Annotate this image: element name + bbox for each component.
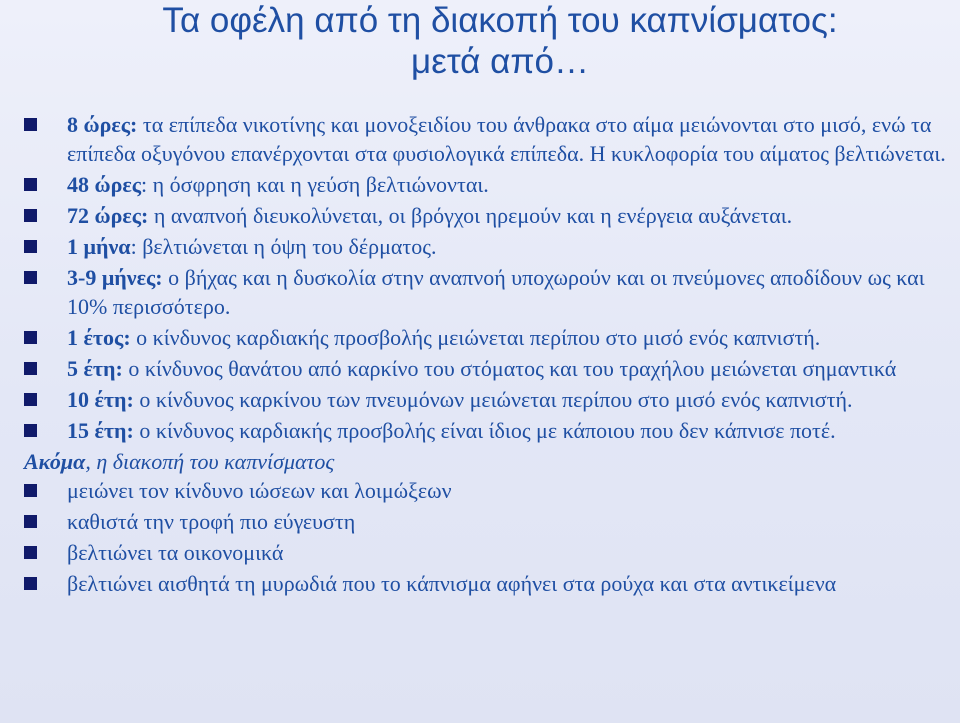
benefit-text: ο κίνδυνος καρκίνου των πνευμόνων μειώνεται περίπου στο μισό ενός καπνιστή. [133, 387, 853, 412]
list-item [24, 476, 960, 505]
extra-item-text: βελτιώνει τα οικονομικά [67, 540, 284, 565]
slide-body [24, 110, 960, 600]
benefit-text: τα επίπεδα νικοτίνης και μονοξειδίου του άνθρακα στο αίμα μειώνονται στο μισό, ενώ τα επίπεδα οξυγόνου επανέρχονται στα φυσιολογικά επίπεδα. Η κυκλοφορία του αίματος βελτιώνεται. [67, 112, 946, 166]
list-item [24, 201, 960, 230]
slide-title [90, 0, 910, 82]
benefit-label: 1 μήνα [67, 234, 131, 259]
title-line-1: Τα οφέλη από τη διακοπή του καπνίσματος: [162, 1, 838, 40]
list-item [24, 507, 960, 536]
extra-list [24, 476, 960, 598]
benefit-text: : βελτιώνεται η όψη του δέρματος. [130, 234, 437, 259]
list-item [24, 354, 960, 383]
benefits-list [24, 110, 960, 445]
extra-item-text: βελτιώνει αισθητά τη μυρωδιά που το κάπνισμα αφήνει στα ρούχα και στα αντικείμενα [67, 571, 837, 596]
benefit-text: ο κίνδυνος καρδιακής προσβολής είναι ίδιος με κάποιου που δεν κάπνισε ποτέ. [133, 418, 836, 443]
benefit-label: 5 έτη: [67, 356, 123, 381]
benefit-text: η αναπνοή διευκολύνεται, οι βρόγχοι ηρεμούν και η ενέργεια αυξάνεται. [148, 203, 793, 228]
extra-heading-bold: Ακόμα [24, 449, 86, 474]
benefit-text: : η όσφρηση και η γεύση βελτιώνονται. [141, 172, 489, 197]
square-bullet-icon [24, 209, 37, 222]
benefit-label: 1 έτος: [67, 325, 131, 350]
benefit-text: ο βήχας και η δυσκολία στην αναπνοή υποχωρούν και οι πνεύμονες αποδίδουν ως και 10% περισσότερο. [67, 265, 925, 319]
square-bullet-icon [24, 515, 37, 528]
list-item [24, 232, 960, 261]
list-item [24, 323, 960, 352]
list-item [24, 263, 960, 321]
benefit-label: 15 έτη: [67, 418, 134, 443]
square-bullet-icon [24, 240, 37, 253]
square-bullet-icon [24, 331, 37, 344]
square-bullet-icon [24, 577, 37, 590]
square-bullet-icon [24, 178, 37, 191]
benefit-label: 10 έτη: [67, 387, 134, 412]
extra-item-text: καθιστά την τροφή πιο εύγευστη [67, 509, 356, 534]
list-item [24, 170, 960, 199]
square-bullet-icon [24, 546, 37, 559]
square-bullet-icon [24, 271, 37, 284]
extra-heading [24, 447, 960, 476]
benefit-label: 8 ώρες: [67, 112, 138, 137]
square-bullet-icon [24, 393, 37, 406]
benefit-label: 72 ώρες: [67, 203, 149, 228]
benefit-text: ο κίνδυνος θανάτου από καρκίνο του στόματος και του τραχήλου μειώνεται σημαντικά [122, 356, 897, 381]
benefit-text: ο κίνδυνος καρδιακής προσβολής μειώνεται περίπου στο μισό ενός καπνιστή. [130, 325, 821, 350]
list-item [24, 538, 960, 567]
title-line-2: μετά από… [411, 42, 589, 81]
extra-heading-rest: , η διακοπή του καπνίσματος [85, 449, 335, 474]
list-item [24, 110, 960, 168]
square-bullet-icon [24, 424, 37, 437]
list-item [24, 416, 960, 445]
extra-item-text: μειώνει τον κίνδυνο ιώσεων και λοιμώξεων [67, 478, 452, 503]
list-item [24, 569, 960, 598]
square-bullet-icon [24, 484, 37, 497]
square-bullet-icon [24, 362, 37, 375]
benefit-label: 3-9 μήνες: [67, 265, 163, 290]
list-item [24, 385, 960, 414]
square-bullet-icon [24, 118, 37, 131]
benefit-label: 48 ώρες [67, 172, 142, 197]
